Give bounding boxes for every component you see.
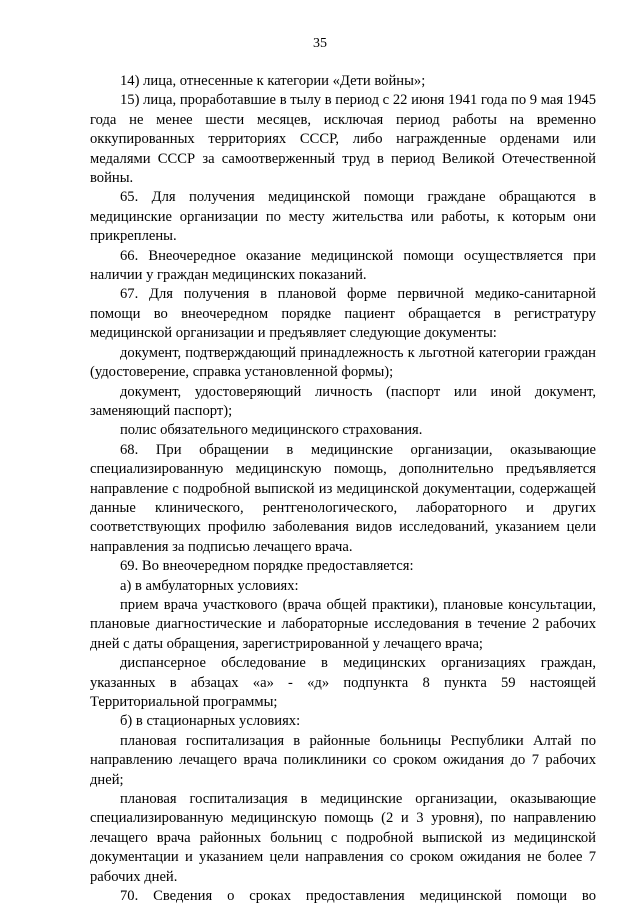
document-body <box>90 72 596 906</box>
paragraph-document-benefit: документ, подтверждающий принадлежность к льготной категории граждан (удостоверение, справка установленной формы); <box>90 344 596 381</box>
paragraph-69-b: б) в стационарных условиях: <box>120 713 301 730</box>
paragraph-dispensary-exam: диспансерное обследование в медицинских организациях граждан, указанных в абзацах «а» - «д» подпункта 8 пункта 59 настоящей Территориальной программы; <box>90 655 596 710</box>
paragraph-outpatient-reception: прием врача участкового (врача общей практики), плановые консультации, плановые диагностические и лабораторные исследования в течение 2 рабочих дней с даты обращения, зарегистрированной у лечащего врача; <box>90 596 596 652</box>
paragraph-district-hospitalization: плановая госпитализация в районные больницы Республики Алтай по направлению лечащего врача поликлиники со сроком ожидания до 7 рабочих дней; <box>90 732 596 788</box>
paragraph-insurance-policy: полис обязательного медицинского страхования. <box>120 422 423 439</box>
paragraph-69: 69. Во внеочередном порядке предоставляется: <box>120 558 414 575</box>
paragraph-item-14: 14) лица, отнесенные к категории «Дети войны»; <box>120 73 426 89</box>
paragraph-70: 70. Сведения о сроках предоставления медицинской помощи во <box>120 888 596 905</box>
paragraph-specialized-hospitalization: плановая госпитализация в медицинские организации, оказывающие специализированную медицинскую помощь (2 и 3 уровня), по направлению лечащего врача районных больниц с подробной выпиской из медицинской документации и указанием цели направления со сроком ожидания не более 7 рабочих дней. <box>90 791 596 885</box>
paragraph-65: 65. Для получения медицинской помощи граждане обращаются в медицинские организации по месту жительства или работы, к которым они прикреплены. <box>90 189 596 245</box>
paragraph-68: 68. При обращении в медицинские организации, оказывающие специализированную медицинскую помощь, дополнительно предъявляется направление с подробной выпиской из медицинской документации, содержащей данные клинического, рентгенологического, лабораторного и других соответствующих профилю заболевания видов исследований, указанием цели направления за подписью лечащего врача. <box>90 441 596 555</box>
paragraph-item-15: 15) лица, проработавшие в тылу в период с 22 июня 1941 года по 9 мая 1945 года не менее шести месяцев, исключая период работы на временно оккупированных территориях СССР, либо награжденные орденами или медалями СССР за самоотверженный труд в период Великой Отечественной войны. <box>90 92 596 187</box>
paragraph-67: 67. Для получения в плановой форме первичной медико-санитарной помощи во внеочередном порядке пациент обращается в регистратуру медицинской организации и предъявляет следующие документы: <box>90 286 596 342</box>
paragraph-69-a: а) в амбулаторных условиях: <box>120 577 299 594</box>
paragraph-66: 66. Внеочередное оказание медицинской помощи осуществляется при наличии у граждан медицинских показаний. <box>90 247 596 284</box>
paragraph-document-identity: документ, удостоверяющий личность (паспорт или иной документ, заменяющий паспорт); <box>90 383 596 419</box>
page-number: 35 <box>313 36 327 51</box>
